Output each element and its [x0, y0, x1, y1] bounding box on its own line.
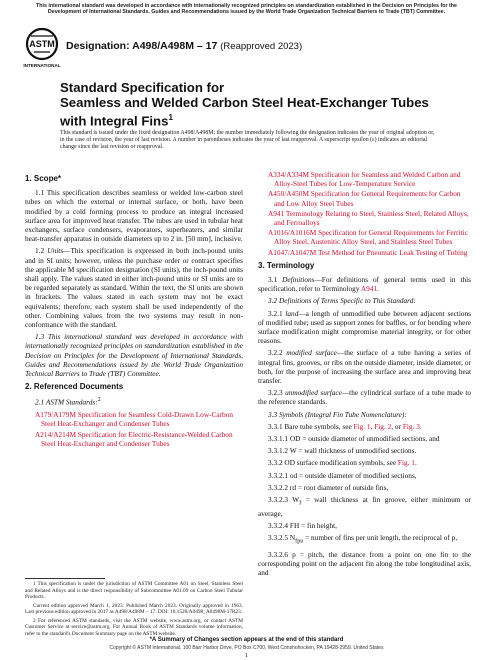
para-1-2: 1.2 Units—This specification is expressed in both inch-pound units and in SI units; however, unless the purchase order or contract specifies the applicable M specification designation (SI units), the inch-pound units shall apply. The values stated in either inch-pound units or SI units are to be regarded separately as standard. Within the text, the SI units are shown in brackets. The values stated in each system may not be exact equivalents; therefore, each system shall be used independently of the other. Combining values from the two systems may result in non-conformance with the standard. — [25, 246, 244, 330]
designation-main: Designation: A498/A498M – 17 — [66, 40, 218, 52]
astm-logo — [22, 26, 62, 70]
para-3-3-2-4: 3.3.2.4 FH = fin height, — [268, 520, 337, 530]
ref-a1016[interactable]: A1016/A1016M Specification for General Requirements for Ferritic Alloy Steel, Austenitic Alloy Steel, and Stainless Steel Tubes — [268, 228, 468, 247]
fig-2-link[interactable]: Fig. 2 — [374, 421, 392, 431]
footnote-2: 2 For referenced ASTM standards, visit the ASTM website, www.astm.org, or contact ASTM Customer Service at service@astm.org. For Annual Book of ASTM Standards volume information, refer to the standard's Document Summary page on the ASTM website. — [25, 617, 243, 637]
footnote-1-edition: Current edition approved March 1, 2023. Published March 2023. Originally approved in 1963. Last previous edition approved in 2017 as A498/A498M – 17. DOI: 10.1520/A0498_A0498M-17R23. — [25, 602, 243, 615]
left-column — [25, 170, 243, 449]
a941-link[interactable]: A941 — [360, 284, 378, 294]
para-3-3-1-1: 3.3.1.1 OD = outside diameter of unmodified sections, and — [268, 434, 440, 444]
referenced-documents-heading: 2. Referenced Documents — [25, 382, 124, 392]
para-3-3-2-2: 3.3.2.2 rd = root diameter of outside fins, — [268, 482, 389, 492]
designation — [66, 40, 302, 52]
para-2-1: 2.1 ASTM Standards:$^2$ — [35, 397, 101, 407]
para-1-1: 1.1 This specification describes seamless or welded low-carbon steel tubes on which the external or internal surface, or both, have been modified by a cold forming process to produce an integral increased surface area for improved heat transfer. The tubes are used in tubular heat exchangers, surface condensers, evaporators, superheaters, and similar heat-transfer apparatus in outside diameters up to 2 in. [50 mm], inclusive. — [25, 188, 243, 244]
para-3-3-2-6: 3.3.2.6 p = pitch, the distance from a point on one fin to the corresponding point on the adjacent fin along the tube longitudinal axis, and — [258, 549, 471, 578]
fig-3-link[interactable]: Fig. 3 — [402, 421, 420, 431]
fig-1-link[interactable]: Fig. 1 — [397, 458, 415, 468]
para-3-3-2-3: 3.3.2.3 $W_f$ = wall thickness at fin groove, either minimum or average, — [258, 495, 471, 518]
ref-code-link[interactable]: A179/A179M — [35, 410, 76, 420]
ref-a450[interactable]: A450/A450M Specification for General Requirements for Carbon and Low Alloy Steel Tubes — [268, 189, 461, 208]
para-3-1: 3.1 Definitions—For definitions of general terms used in this specification, refer to Terminology A941. — [258, 275, 471, 294]
standard-title — [60, 80, 440, 128]
footnote-divider — [25, 578, 105, 579]
para-3-2-1: 3.2.1 land—a length of unmodified tube between adjacent sections of modified tube; used as support zones for baffles, or for bending where surface modification might compromise material integrity, or for other reasons. — [258, 308, 471, 346]
para-3-3-2: 3.3.2 OD surface modification symbols, see Fig. 1. — [268, 458, 417, 468]
svg-text:ASTM: ASTM — [29, 39, 55, 49]
title-footnote-mark: 1 — [168, 113, 173, 122]
page-number: 1 — [244, 652, 249, 659]
ref-a179[interactable]: A179/A179M Specification for Seamless Cold-Drawn Low-Carbon Steel Heat-Exchanger and Condenser Tubes — [35, 410, 234, 429]
footnotes — [25, 581, 243, 639]
ref-code-link[interactable]: A1047/A1047M — [268, 247, 317, 257]
para-3-3-1-2: 3.3.1.2 W = wall thickness of unmodified sections. — [268, 446, 417, 456]
title-line-3: with Integral Fins$^1$ — [60, 113, 173, 129]
tbt-notice: This international standard was developed in accordance with internationally recognized principles on standardization established in the Decision on Principles for the Development of International Standards, Guides and Recommendations issued by the World Trade Organization Technical Barriers to Trade (TBT) Committee. — [36, 3, 457, 16]
scope-heading: 1. Scope* — [25, 174, 62, 183]
summary-of-changes-note: *A Summary of Changes section appears at the end of this standard — [149, 637, 344, 643]
para-3-2-3: 3.2.3 unmodified surface—the cylindrical surface of a tube made to the reference standards. — [258, 388, 472, 407]
para-1-3: 1.3 This international standard was developed in accordance with internationally recognized principles on standardization established in the Decision on Principles for the Development of International Standards, Guides and Recommendations issued by the World Trade Organization Technical Barriers to Trade (TBT) Committee. — [25, 332, 243, 379]
para-3-3-2-1: 3.3.2.1 od = outside diameter of modified sections, — [268, 470, 417, 480]
title-line-2: Seamless and Welded Carbon Steel Heat-Exchanger Tubes — [60, 95, 429, 110]
title-line-1: Standard Specification for — [60, 80, 225, 95]
para-3-3: 3.3 Symbols (Integral Fin Tube Nomenclature): — [268, 409, 407, 419]
para-3-3-2-5: 3.3.2.5 $N_{fpu}$ = number of fins per unit length, the reciprocal of p, — [268, 533, 458, 545]
footnote-1: 1 This specification is under the jurisdiction of ASTM Committee A01 on Steel, Stainless Steel and Related Alloys and is the direct responsibility of Subcommittee A01.09 on Carbon Steel Tubular Products. — [25, 581, 243, 600]
ref-code-link[interactable]: A214/A214M — [35, 429, 76, 439]
right-column — [258, 170, 471, 580]
designation-explanation: This standard is issued under the fixed designation A498/A498M; the number immediately following the designation indicates the year of original adoption or, in the case of revision, the year of last revision. A number in parentheses indicates the year of last reapproval. A superscript epsilon (ε) indicates an editorial change since the last revision or reapproval. — [60, 130, 435, 151]
para-3-3-1: 3.3.1 Bare tube symbols, see Fig. 1, Fig. 2, or Fig. 3. — [268, 421, 422, 431]
svg-text:INTERNATIONAL: INTERNATIONAL — [23, 63, 61, 68]
ref-a1047[interactable]: A1047/A1047M Test Method for Pneumatic Leak Testing of Tubing — [268, 247, 468, 257]
ref-code-link[interactable]: A1016/A1016M — [268, 228, 317, 238]
ref-code-link[interactable]: A334/A334M — [268, 170, 309, 179]
ref-code-link[interactable]: A941 — [268, 208, 285, 218]
terminology-heading: 3. Terminology — [258, 260, 315, 270]
copyright-line: Copyright © ASTM International, 100 Barr Harbor Drive, PO Box C700, West Conshohocken, PA 19428-2959. United States — [109, 645, 384, 651]
para-3-2-2: 3.2.2 modified surface—the surface of a tube having a series of integral fins, grooves, or ribs on the outside diameter, inside diameter, or both, for the purpose of increasing the surface area and improving heat transfer. — [258, 348, 472, 386]
ref-a941[interactable]: A941 Terminology Relating to Steel, Stainless Steel, Related Alloys, and Ferroalloys — [268, 208, 469, 228]
para-3-2: 3.2 Definitions of Terms Specific to This Standard: — [268, 296, 416, 306]
ref-a214[interactable]: A214/A214M Specification for Electric-Resistance-Welded Carbon Steel Heat-Exchanger and Condenser Tubes — [35, 429, 233, 448]
ref-code-link[interactable]: A450/A450M — [268, 189, 309, 199]
designation-reapproved: (Reapproved 2023) — [220, 41, 303, 52]
fig-1-link[interactable]: Fig. 1 — [353, 421, 371, 431]
ref-a334[interactable]: A334/A334M Specification for Seamless and Welded Carbon and Alloy-Steel Tubes for Low-Temperature Service — [268, 170, 461, 189]
